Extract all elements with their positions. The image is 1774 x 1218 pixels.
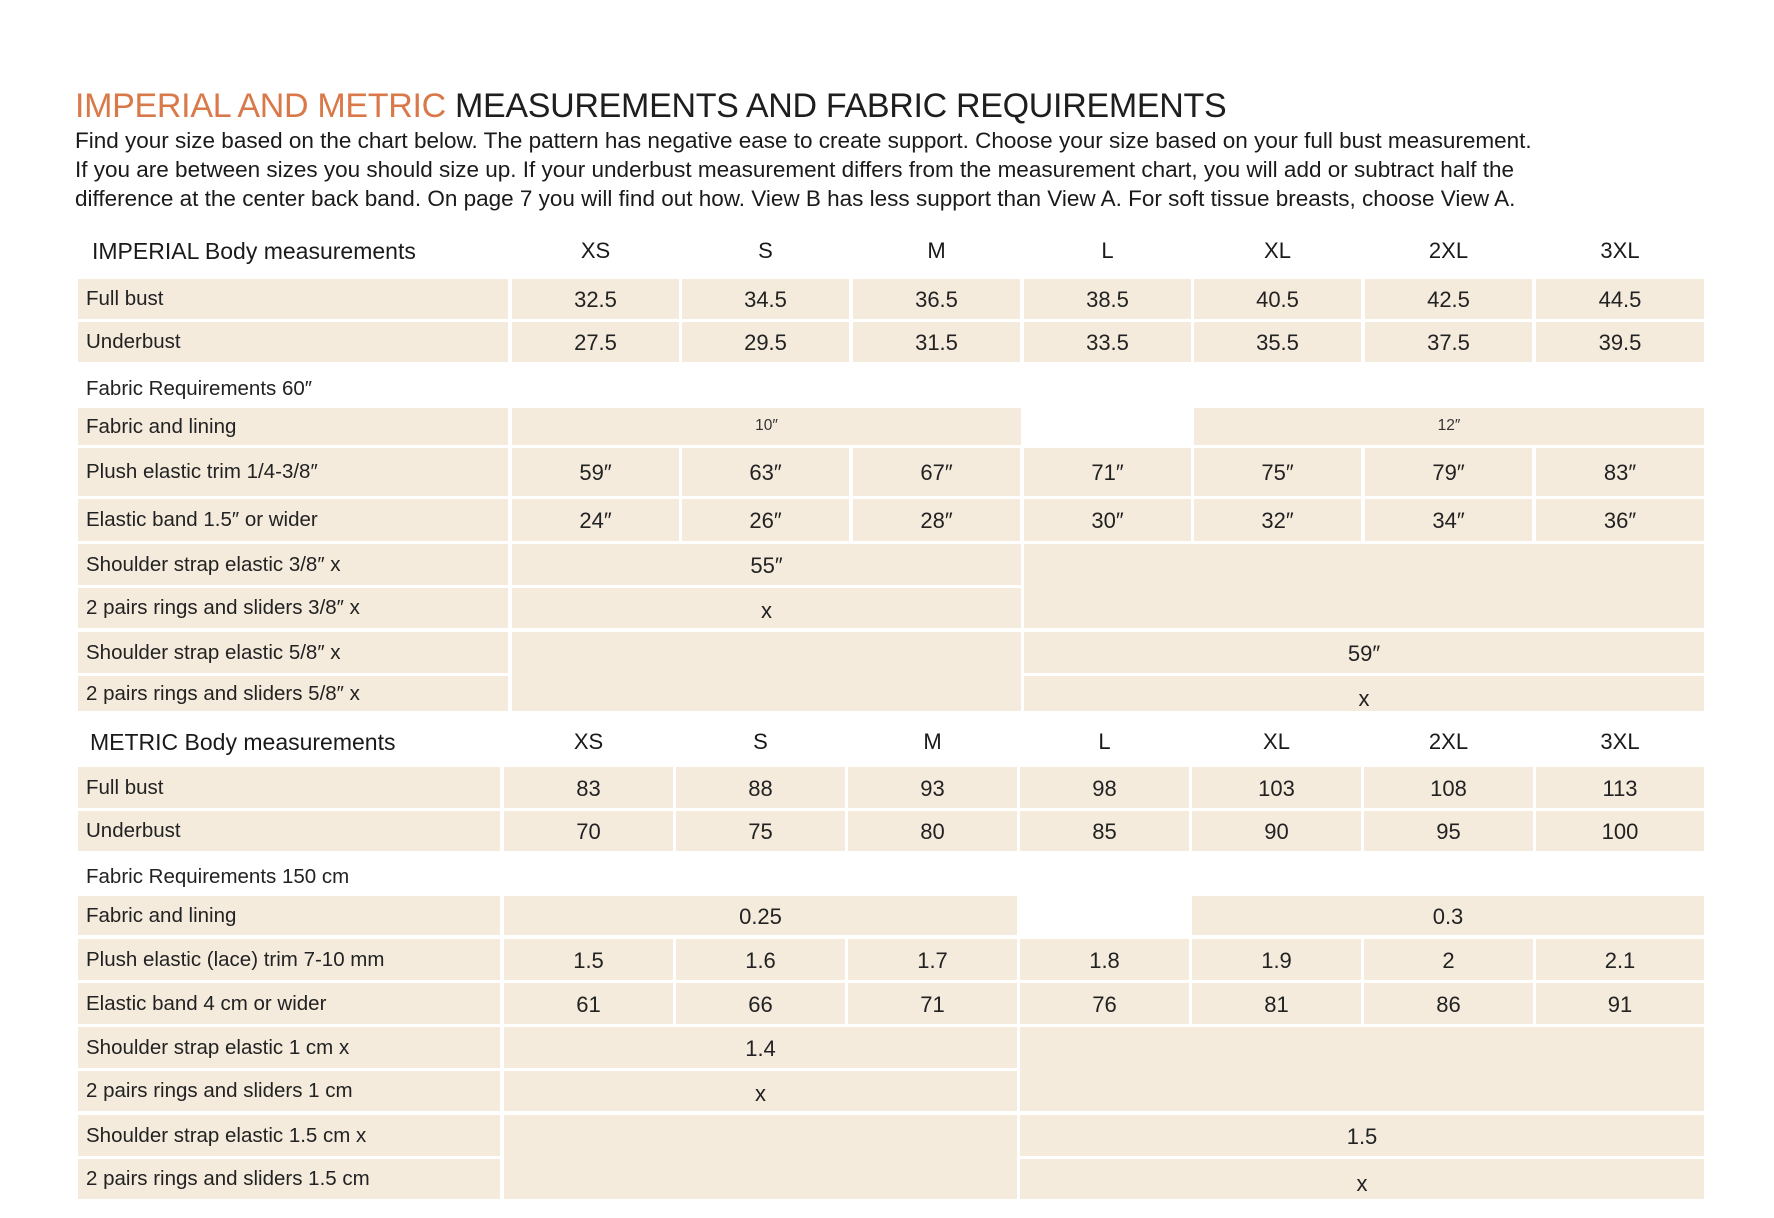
imperial-full-bust-value: 34.5	[744, 287, 787, 312]
imperial-strap-right-empty-cell	[1024, 544, 1704, 628]
imperial-size-header-m: M	[927, 238, 946, 263]
metric-fabric-lining-xs-l: 0.25	[739, 903, 782, 929]
metric-elastic-band-value: 66	[748, 991, 773, 1017]
imperial-strap-small-value: 55″	[750, 552, 783, 578]
metric-plush-trim-value: 1.5	[573, 947, 604, 973]
imperial-fabric-requirements-label: Fabric Requirements 60″	[86, 377, 313, 400]
imperial-strap-large-value: 59″	[1347, 640, 1381, 666]
metric-elastic-band-value: 91	[1607, 991, 1633, 1017]
metric-full-bust-value: 93	[920, 775, 945, 801]
metric-rings-large-value: x	[1356, 1171, 1368, 1196]
imperial-rings-small-label: 2 pairs rings and sliders 3/8″ x	[86, 596, 360, 619]
metric-elastic-band-value: 71	[920, 991, 945, 1017]
metric-full-bust-value: 103	[1258, 775, 1295, 801]
metric-plush-trim-value: 2.1	[1604, 947, 1636, 973]
metric-fabric-requirements-label: Fabric Requirements 150 cm	[86, 865, 350, 888]
metric-rings-small-label: 2 pairs rings and sliders 1 cm	[86, 1079, 353, 1102]
imperial-full-bust-value: 38.5	[1086, 287, 1129, 312]
metric-rings-small-value: x	[755, 1081, 766, 1106]
imperial-plush-trim-value: 71″	[1091, 460, 1124, 485]
metric-strap-large-label: Shoulder strap elastic 1.5 cm x	[86, 1123, 367, 1147]
imperial-underbust-value: 27.5	[574, 330, 617, 355]
imperial-full-bust-value: 44.5	[1598, 287, 1642, 312]
metric-underbust-label: Underbust	[86, 819, 181, 842]
metric-full-bust-value: 98	[1092, 775, 1117, 801]
imperial-rings-small-value: x	[761, 598, 772, 623]
imperial-elastic-band-value: 32″	[1261, 508, 1294, 533]
metric-underbust-value: 95	[1436, 819, 1461, 844]
metric-underbust-value: 80	[920, 819, 945, 844]
metric-plush-trim-value: 2	[1442, 947, 1455, 973]
metric-full-bust-value: 83	[576, 775, 601, 801]
imperial-underbust-value: 35.5	[1256, 330, 1299, 355]
imperial-size-header-xl: XL	[1264, 238, 1291, 263]
metric-plush-trim-label: Plush elastic (lace) trim 7-10 mm	[86, 947, 385, 971]
imperial-elastic-band-value: 34″	[1432, 508, 1465, 533]
metric-size-header-xl: XL	[1263, 729, 1290, 754]
imperial-fabric-lining-xl-3xl: 12″	[1437, 416, 1461, 434]
title-accent: IMPERIAL AND METRIC	[75, 87, 446, 125]
imperial-plush-trim-label: Plush elastic trim 1/4-3/8″	[86, 460, 318, 483]
metric-fabric-lining-xl-3xl: 0.3	[1432, 903, 1464, 929]
metric-full-bust-value: 88	[748, 775, 773, 801]
metric-elastic-band-value: 76	[1092, 991, 1117, 1017]
metric-strap-left-empty-cell	[504, 1115, 1017, 1199]
imperial-underbust-value: 39.5	[1598, 330, 1642, 355]
imperial-underbust-value: 37.5	[1427, 330, 1470, 355]
imperial-plush-trim-value: 59″	[579, 460, 612, 485]
metric-header-title: METRIC Body measurements	[90, 729, 396, 755]
metric-full-bust-label: Full bust	[86, 775, 164, 799]
metric-plush-trim-value: 1.7	[917, 947, 948, 973]
imperial-elastic-band-value: 24″	[579, 508, 612, 533]
imperial-full-bust-label: Full bust	[86, 287, 164, 310]
imperial-plush-trim-value: 67″	[920, 460, 953, 485]
imperial-fabric-lining-xs-l: 10″	[755, 416, 778, 434]
metric-full-bust-value: 113	[1602, 775, 1638, 801]
imperial-elastic-band-value: 28″	[920, 508, 953, 533]
metric-size-header-3xl: 3XL	[1600, 729, 1640, 754]
imperial-underbust-label: Underbust	[86, 330, 181, 353]
metric-elastic-band-value: 81	[1264, 991, 1289, 1017]
imperial-elastic-band-value: 30″	[1091, 508, 1124, 533]
imperial-strap-left-empty-cell	[512, 632, 1021, 711]
imperial-plush-trim-value: 83″	[1603, 460, 1637, 485]
intro-paragraph	[75, 126, 1735, 213]
imperial-elastic-band-value: 36″	[1603, 508, 1637, 533]
metric-underbust-value: 90	[1264, 819, 1289, 844]
imperial-header-title: IMPERIAL Body measurements	[92, 238, 416, 264]
metric-underbust-value: 85	[1092, 819, 1117, 844]
metric-full-bust-value: 108	[1430, 775, 1467, 801]
metric-size-header-s: S	[753, 729, 768, 754]
imperial-full-bust-value: 32.5	[574, 287, 617, 312]
imperial-elastic-band-label: Elastic band 1.5″ or wider	[86, 508, 318, 531]
imperial-full-bust-value: 42.5	[1427, 287, 1470, 312]
imperial-size-header-s: S	[758, 238, 773, 263]
intro-line: If you are between sizes you should size up. If your underbust measurement differs from the measurement chart, you will add or subtract half the	[75, 157, 1515, 182]
metric-elastic-band-value: 61	[576, 991, 601, 1017]
imperial-strap-large-label: Shoulder strap elastic 5/8″ x	[86, 640, 341, 664]
title-rest: MEASUREMENTS AND FABRIC REQUIREMENTS	[445, 87, 1227, 125]
imperial-fabric-lining-label: Fabric and lining	[86, 414, 237, 438]
imperial-full-bust-value: 36.5	[915, 287, 958, 312]
imperial-strap-small-label: Shoulder strap elastic 3/8″ x	[86, 552, 341, 576]
metric-plush-trim-value: 1.8	[1089, 947, 1120, 973]
metric-size-header-m: M	[923, 729, 942, 754]
metric-plush-trim-value: 1.9	[1261, 947, 1292, 973]
metric-underbust-value: 75	[748, 819, 773, 844]
imperial-underbust-value: 29.5	[744, 330, 787, 355]
metric-plush-trim-value: 1.6	[745, 947, 776, 973]
imperial-elastic-band-value: 26″	[749, 508, 782, 533]
imperial-plush-trim-value: 75″	[1261, 460, 1294, 485]
imperial-size-header-l: L	[1101, 238, 1114, 263]
intro-line: Find your size based on the chart below. The pattern has negative ease to create support. Choose your size based on your full bust measurement.	[75, 128, 1532, 153]
metric-size-header-xs: XS	[573, 729, 604, 754]
imperial-size-header-2xl: 2XL	[1428, 238, 1469, 263]
imperial-size-header-3xl: 3XL	[1600, 238, 1640, 263]
metric-size-header-2xl: 2XL	[1428, 729, 1469, 754]
metric-strap-small-label: Shoulder strap elastic 1 cm x	[86, 1035, 350, 1059]
metric-fabric-lining-label: Fabric and lining	[86, 903, 237, 927]
intro-line: difference at the center back band. On page 7 you will find out how. View B has less support than View A. For soft tissue breasts, choose View A.	[75, 186, 1516, 211]
metric-elastic-band-label: Elastic band 4 cm or wider	[86, 991, 327, 1015]
metric-strap-right-empty-cell	[1020, 1027, 1704, 1111]
imperial-size-header-xs: XS	[580, 238, 611, 263]
imperial-full-bust-value: 40.5	[1256, 287, 1299, 312]
imperial-plush-trim-value: 63″	[749, 460, 782, 485]
page-title	[75, 84, 1226, 128]
imperial-plush-trim-value: 79″	[1432, 460, 1465, 485]
metric-strap-large-value: 1.5	[1346, 1123, 1378, 1149]
metric-size-header-l: L	[1098, 729, 1111, 754]
metric-underbust-value: 70	[576, 819, 601, 844]
metric-rings-large-label: 2 pairs rings and sliders 1.5 cm	[86, 1167, 370, 1190]
metric-underbust-value: 100	[1601, 819, 1639, 844]
imperial-rings-large-value: x	[1358, 685, 1370, 711]
imperial-underbust-value: 33.5	[1086, 330, 1129, 355]
metric-strap-small-value: 1.4	[745, 1035, 776, 1061]
metric-elastic-band-value: 86	[1436, 991, 1461, 1017]
imperial-rings-large-label: 2 pairs rings and sliders 5/8″ x	[86, 681, 360, 705]
imperial-underbust-value: 31.5	[915, 330, 958, 355]
